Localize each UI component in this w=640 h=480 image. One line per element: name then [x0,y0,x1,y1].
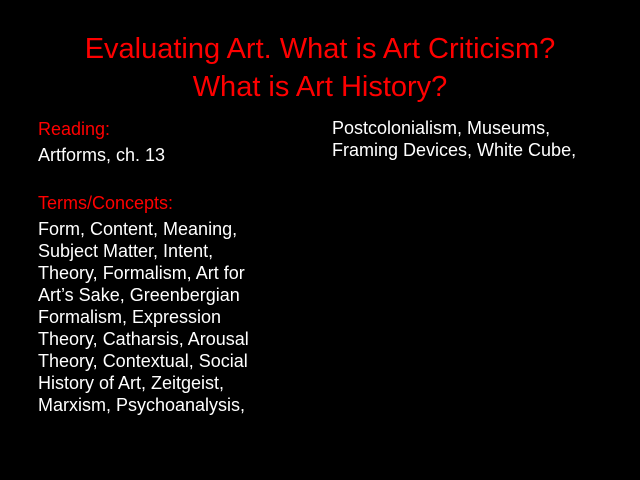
terms-line: Theory, Contextual, Social [38,351,248,371]
reading-text: Artforms, ch. 13 [38,145,166,165]
terms-line: Art’s Sake, Greenbergian [38,285,240,305]
terms-line: Theory, Formalism, Art for [38,263,245,283]
title-line: What is Art History? [192,71,448,103]
reading-label: Reading: [38,119,111,139]
terms-line: History of Art, Zeitgeist, [38,373,225,393]
terms-line: Marxism, Psychoanalysis, [38,395,246,415]
terms-line: Subject Matter, Intent, [38,241,214,261]
continued-line: Framing Devices, White Cube, [332,140,577,160]
terms-line: Formalism, Expression [38,307,222,327]
right-column [332,117,632,161]
terms-list [38,218,313,416]
left-column [38,118,313,416]
slide-title [20,30,620,106]
continued-line: Postcolonialism, Museums, [332,118,551,138]
terms-line: Theory, Catharsis, Arousal [38,329,249,349]
terms-label: Terms/Concepts: [38,193,174,213]
title-line: Evaluating Art. What is Art Criticism? [84,33,556,65]
terms-line: Form, Content, Meaning, [38,219,238,239]
